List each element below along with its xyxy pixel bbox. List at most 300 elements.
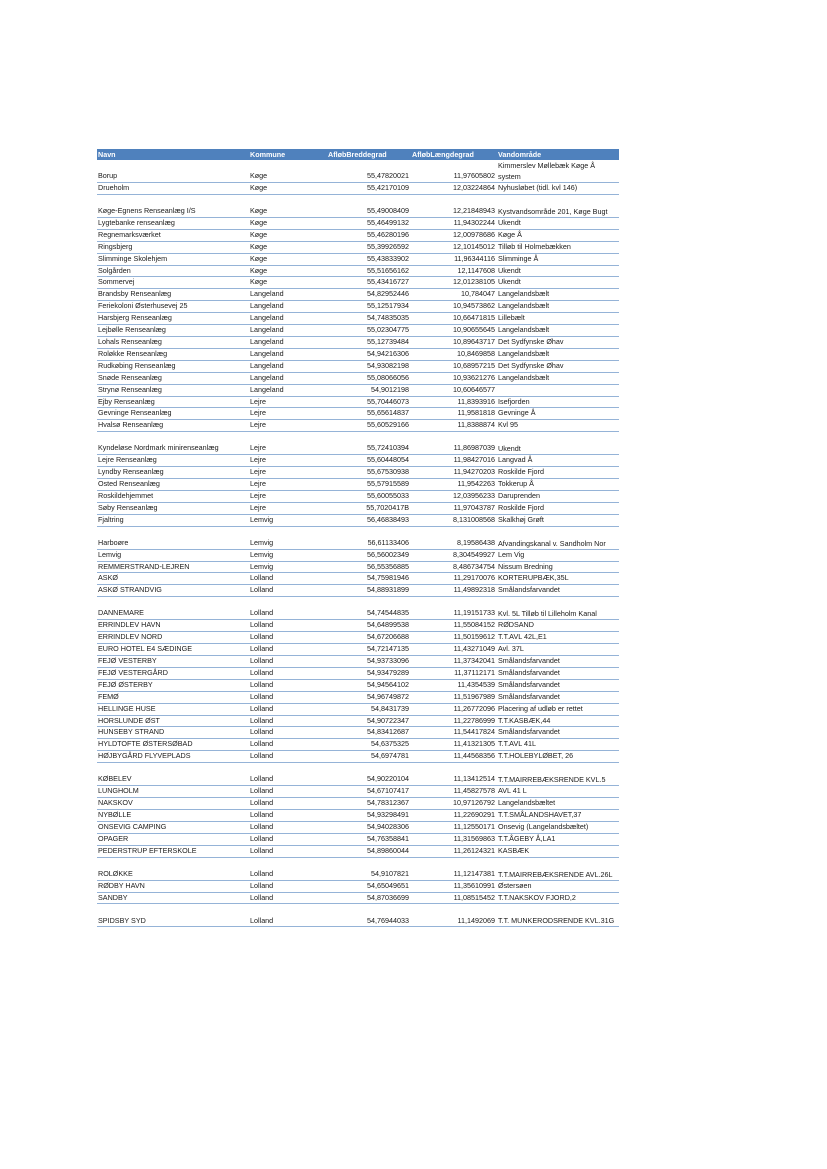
cell-laengdegrad: 11,45827578	[411, 786, 497, 798]
cell-vandomraade: Smålandsfarvandet	[497, 727, 619, 739]
header-afloeb-breddegrad: AfløbBreddegrad	[327, 149, 411, 160]
table-row	[97, 739, 619, 751]
table-row	[97, 253, 619, 265]
cell-navn: Snøde Renseanlæg	[97, 372, 249, 384]
cell-navn: Kyndeløse Nordmark minirenseanlæg	[97, 432, 249, 455]
cell-laengdegrad: 11,29170076	[411, 573, 497, 585]
cell-navn: DANNEMARE	[97, 597, 249, 620]
cell-vandomraade: Langelandsbælt	[497, 348, 619, 360]
cell-breddegrad: 55,65614837	[327, 408, 411, 420]
cell-kommune: Lolland	[249, 679, 327, 691]
table-header-row	[97, 149, 619, 160]
cell-kommune: Lolland	[249, 739, 327, 751]
cell-navn: NAKSKOV	[97, 798, 249, 810]
cell-navn: ERRINDLEV NORD	[97, 632, 249, 644]
cell-laengdegrad: 11,22690291	[411, 809, 497, 821]
cell-vandomraade: Tilløb til Holmebækken	[497, 241, 619, 253]
cell-navn: Fjaltring	[97, 514, 249, 526]
table-row	[97, 703, 619, 715]
cell-breddegrad: 55,72410394	[327, 432, 411, 455]
cell-laengdegrad: 10,94573862	[411, 301, 497, 313]
cell-breddegrad: 54,93479289	[327, 667, 411, 679]
cell-vandomraade	[497, 384, 619, 396]
table-row	[97, 396, 619, 408]
cell-vandomraade: Afvandingskanal v. Sandholm Nor	[497, 526, 619, 549]
cell-navn: Borup	[97, 160, 249, 183]
cell-laengdegrad: 11,35610991	[411, 880, 497, 892]
cell-navn: Sommervej	[97, 277, 249, 289]
table-row	[97, 561, 619, 573]
cell-kommune: Køge	[249, 183, 327, 195]
cell-navn: Lohals Renseanlæg	[97, 336, 249, 348]
cell-vandomraade: Onsevig (Langelandsbæltet)	[497, 821, 619, 833]
cell-navn: Roløkke Renseanlæg	[97, 348, 249, 360]
cell-navn: Feriekoloni Østerhusevej 25	[97, 301, 249, 313]
table-body	[97, 160, 619, 927]
cell-vandomraade: T.T.NAKSKOV FJORD,2	[497, 892, 619, 904]
cell-breddegrad: 55,49008409	[327, 194, 411, 217]
cell-laengdegrad: 11,12550171	[411, 821, 497, 833]
cell-kommune: Lolland	[249, 585, 327, 597]
cell-laengdegrad: 11,44568356	[411, 751, 497, 763]
cell-breddegrad: 54,67206688	[327, 632, 411, 644]
cell-kommune: Lolland	[249, 727, 327, 739]
cell-laengdegrad: 8,486734754	[411, 561, 497, 573]
cell-laengdegrad: 11,1492069	[411, 904, 497, 927]
table-row	[97, 715, 619, 727]
cell-navn: ROLØKKE	[97, 857, 249, 880]
cell-kommune: Lolland	[249, 833, 327, 845]
cell-vandomraade: Ukendt	[497, 432, 619, 455]
cell-navn: EURO HOTEL E4 SÆDINGE	[97, 644, 249, 656]
cell-vandomraade: Østersøen	[497, 880, 619, 892]
cell-breddegrad: 55,02304775	[327, 325, 411, 337]
cell-breddegrad: 54,67107417	[327, 786, 411, 798]
cell-kommune: Lolland	[249, 763, 327, 786]
cell-navn: Strynø Renseanlæg	[97, 384, 249, 396]
cell-navn: SANDBY	[97, 892, 249, 904]
cell-laengdegrad: 8,131008568	[411, 514, 497, 526]
cell-navn: FEMØ	[97, 691, 249, 703]
cell-vandomraade: AVL 41 L	[497, 786, 619, 798]
cell-laengdegrad: 11,97605802	[411, 160, 497, 183]
cell-vandomraade: Ukendt	[497, 265, 619, 277]
table-row	[97, 833, 619, 845]
cell-laengdegrad: 11,49892318	[411, 585, 497, 597]
cell-kommune: Lejre	[249, 479, 327, 491]
cell-navn: ASKØ STRANDVIG	[97, 585, 249, 597]
cell-breddegrad: 55,42170109	[327, 183, 411, 195]
cell-kommune: Lolland	[249, 809, 327, 821]
cell-kommune: Lolland	[249, 691, 327, 703]
cell-navn: Ringsbjerg	[97, 241, 249, 253]
table-row	[97, 751, 619, 763]
cell-navn: Osted Renseanlæg	[97, 479, 249, 491]
cell-kommune: Lolland	[249, 597, 327, 620]
cell-laengdegrad: 11,22786999	[411, 715, 497, 727]
cell-kommune: Lolland	[249, 632, 327, 644]
table-row	[97, 241, 619, 253]
cell-breddegrad: 55,39926592	[327, 241, 411, 253]
cell-breddegrad: 54,94028306	[327, 821, 411, 833]
table-row	[97, 632, 619, 644]
cell-navn: LUNGHOLM	[97, 786, 249, 798]
table-row	[97, 160, 619, 183]
cell-breddegrad: 54,94216306	[327, 348, 411, 360]
cell-laengdegrad: 10,66471815	[411, 313, 497, 325]
cell-vandomraade: Placering af udløb er rettet	[497, 703, 619, 715]
cell-breddegrad: 55,57915589	[327, 479, 411, 491]
cell-kommune: Langeland	[249, 384, 327, 396]
table-row	[97, 763, 619, 786]
table-row	[97, 336, 619, 348]
cell-laengdegrad: 11,55084152	[411, 620, 497, 632]
cell-vandomraade: T.T.AVL 42L,E1	[497, 632, 619, 644]
cell-breddegrad: 54,94564102	[327, 679, 411, 691]
cell-vandomraade: T.T.MAIRREBÆKSRENDE KVL.5	[497, 763, 619, 786]
cell-laengdegrad: 11,9581818	[411, 408, 497, 420]
cell-laengdegrad: 11,12147381	[411, 857, 497, 880]
cell-laengdegrad: 11,43271049	[411, 644, 497, 656]
cell-laengdegrad: 10,8469858	[411, 348, 497, 360]
data-table-sheet	[97, 149, 619, 927]
cell-laengdegrad: 11,08515452	[411, 892, 497, 904]
cell-laengdegrad: 11,8393916	[411, 396, 497, 408]
cell-kommune: Lolland	[249, 857, 327, 880]
cell-vandomraade: Langelandsbælt	[497, 301, 619, 313]
cell-vandomraade: Det Sydfynske Øhav	[497, 360, 619, 372]
cell-vandomraade: T.T.HOLEBYLØBET, 26	[497, 751, 619, 763]
cell-kommune: Køge	[249, 253, 327, 265]
cell-kommune: Lemvig	[249, 526, 327, 549]
table-row	[97, 289, 619, 301]
table-row	[97, 432, 619, 455]
table-row	[97, 229, 619, 241]
cell-laengdegrad: 11,50159612	[411, 632, 497, 644]
cell-vandomraade: Tokkerup Å	[497, 479, 619, 491]
cell-kommune: Lolland	[249, 656, 327, 668]
cell-kommune: Lejre	[249, 396, 327, 408]
cell-laengdegrad: 12,00978686	[411, 229, 497, 241]
table-row	[97, 479, 619, 491]
table-row	[97, 597, 619, 620]
cell-navn: Ejby Renseanlæg	[97, 396, 249, 408]
cell-navn: Køge-Egnens Renseanlæg I/S	[97, 194, 249, 217]
cell-kommune: Lejre	[249, 432, 327, 455]
cell-kommune: Lolland	[249, 715, 327, 727]
cell-kommune: Lolland	[249, 644, 327, 656]
cell-breddegrad: 55,12517934	[327, 301, 411, 313]
table-row	[97, 656, 619, 668]
cell-navn: HORSLUNDE ØST	[97, 715, 249, 727]
cell-laengdegrad: 11,37342041	[411, 656, 497, 668]
header-navn: Navn	[97, 149, 249, 160]
table-row	[97, 821, 619, 833]
header-afloeb-laengdegrad: AfløbLængdegrad	[411, 149, 497, 160]
cell-vandomraade: Langvad Å	[497, 455, 619, 467]
cell-vandomraade: Smålandsfarvandet	[497, 585, 619, 597]
cell-navn: ERRINDLEV HAVN	[97, 620, 249, 632]
cell-breddegrad: 56,56002349	[327, 549, 411, 561]
cell-vandomraade: T.T. MUNKERODSRENDE KVL.31G	[497, 904, 619, 927]
cell-vandomraade: Isefjorden	[497, 396, 619, 408]
cell-navn: NYBØLLE	[97, 809, 249, 821]
cell-laengdegrad: 12,03956233	[411, 490, 497, 502]
cell-navn: Lejbølle Renseanlæg	[97, 325, 249, 337]
cell-laengdegrad: 10,97126792	[411, 798, 497, 810]
cell-navn: Drueholm	[97, 183, 249, 195]
cell-kommune: Lolland	[249, 703, 327, 715]
table-row	[97, 514, 619, 526]
table-row	[97, 585, 619, 597]
cell-kommune: Lolland	[249, 892, 327, 904]
cell-laengdegrad: 8,304549927	[411, 549, 497, 561]
table-row	[97, 265, 619, 277]
cell-vandomraade: Smålandsfarvandet	[497, 691, 619, 703]
cell-kommune: Lejre	[249, 455, 327, 467]
cell-breddegrad: 55,46499132	[327, 217, 411, 229]
cell-kommune: Lolland	[249, 904, 327, 927]
cell-breddegrad: 54,64899538	[327, 620, 411, 632]
cell-vandomraade: Gevninge Å	[497, 408, 619, 420]
table-row	[97, 526, 619, 549]
cell-vandomraade: Køge Å	[497, 229, 619, 241]
cell-navn: SPIDSBY SYD	[97, 904, 249, 927]
cell-breddegrad: 54,93082198	[327, 360, 411, 372]
cell-breddegrad: 55,08066056	[327, 372, 411, 384]
cell-vandomraade: Lem Vig	[497, 549, 619, 561]
cell-navn: Søby Renseanlæg	[97, 502, 249, 514]
table-row	[97, 620, 619, 632]
table-row	[97, 183, 619, 195]
cell-vandomraade: T.T.SMÅLANDSHAVET,37	[497, 809, 619, 821]
cell-kommune: Køge	[249, 160, 327, 183]
cell-breddegrad: 54,76944033	[327, 904, 411, 927]
cell-vandomraade: Skalkhøj Grøft	[497, 514, 619, 526]
cell-laengdegrad: 11,96344116	[411, 253, 497, 265]
cell-navn: Roskildehjemmet	[97, 490, 249, 502]
cell-breddegrad: 54,65049651	[327, 880, 411, 892]
cell-laengdegrad: 11,4354539	[411, 679, 497, 691]
cell-kommune: Lejre	[249, 420, 327, 432]
cell-vandomraade: T.T.ÅGEBY Å,LA1	[497, 833, 619, 845]
cell-vandomraade: Kvl 95	[497, 420, 619, 432]
cell-kommune: Lolland	[249, 880, 327, 892]
cell-breddegrad: 54,78312367	[327, 798, 411, 810]
table-row	[97, 857, 619, 880]
cell-kommune: Lejre	[249, 467, 327, 479]
cell-vandomraade: T.T.KASBÆK,44	[497, 715, 619, 727]
cell-kommune: Langeland	[249, 348, 327, 360]
table-row	[97, 798, 619, 810]
cell-kommune: Køge	[249, 194, 327, 217]
table-row	[97, 217, 619, 229]
cell-breddegrad: 54,6375325	[327, 739, 411, 751]
cell-vandomraade: Lillebælt	[497, 313, 619, 325]
cell-navn: Harboøre	[97, 526, 249, 549]
cell-laengdegrad: 10,60646577	[411, 384, 497, 396]
cell-vandomraade: Smålandsfarvandet	[497, 656, 619, 668]
cell-kommune: Køge	[249, 265, 327, 277]
cell-vandomraade: Smålandsfarvandet	[497, 679, 619, 691]
cell-kommune: Lemvig	[249, 514, 327, 526]
cell-breddegrad: 55,43833902	[327, 253, 411, 265]
cell-kommune: Lolland	[249, 667, 327, 679]
cell-breddegrad: 54,74544835	[327, 597, 411, 620]
cell-vandomraade: Kvl. 5L Tilløb til Lilleholm Kanal	[497, 597, 619, 620]
cell-laengdegrad: 11,37112171	[411, 667, 497, 679]
table-row	[97, 301, 619, 313]
cell-kommune: Langeland	[249, 360, 327, 372]
table-row	[97, 786, 619, 798]
cell-laengdegrad: 12,21848943	[411, 194, 497, 217]
cell-vandomraade: Slimminge Å	[497, 253, 619, 265]
cell-breddegrad: 54,72147135	[327, 644, 411, 656]
cell-laengdegrad: 11,54417824	[411, 727, 497, 739]
table-row	[97, 667, 619, 679]
table-row	[97, 809, 619, 821]
cell-breddegrad: 55,60055033	[327, 490, 411, 502]
cell-breddegrad: 55,60448054	[327, 455, 411, 467]
cell-breddegrad: 54,87036699	[327, 892, 411, 904]
cell-laengdegrad: 10,93621276	[411, 372, 497, 384]
cell-navn: Lyndby Renseanlæg	[97, 467, 249, 479]
cell-laengdegrad: 11,19151733	[411, 597, 497, 620]
cell-navn: HUNSEBY STRAND	[97, 727, 249, 739]
table-row	[97, 892, 619, 904]
cell-navn: KØBELEV	[97, 763, 249, 786]
cell-vandomraade: KASBÆK	[497, 845, 619, 857]
cell-vandomraade: Ukendt	[497, 277, 619, 289]
table-row	[97, 502, 619, 514]
table-row	[97, 644, 619, 656]
cell-breddegrad: 54,88931899	[327, 585, 411, 597]
cell-kommune: Langeland	[249, 336, 327, 348]
cell-kommune: Køge	[249, 229, 327, 241]
cell-laengdegrad: 11,41321305	[411, 739, 497, 751]
table-row	[97, 194, 619, 217]
cell-navn: Brandsby Renseanlæg	[97, 289, 249, 301]
cell-laengdegrad: 11,26124321	[411, 845, 497, 857]
cell-breddegrad: 54,8431739	[327, 703, 411, 715]
cell-navn: RØDBY HAVN	[97, 880, 249, 892]
cell-breddegrad: 56,46838493	[327, 514, 411, 526]
cell-navn: Solgården	[97, 265, 249, 277]
cell-navn: REMMERSTRAND-LEJREN	[97, 561, 249, 573]
cell-breddegrad: 55,60529166	[327, 420, 411, 432]
table-row	[97, 455, 619, 467]
cell-navn: Lygtebanke renseanlæg	[97, 217, 249, 229]
cell-vandomraade: Langelandsbæltet	[497, 798, 619, 810]
cell-laengdegrad: 11,86987039	[411, 432, 497, 455]
cell-laengdegrad: 10,90655645	[411, 325, 497, 337]
cell-laengdegrad: 12,03224864	[411, 183, 497, 195]
cell-vandomraade: Langelandsbælt	[497, 372, 619, 384]
cell-breddegrad: 56,61133406	[327, 526, 411, 549]
cell-breddegrad: 54,90220104	[327, 763, 411, 786]
cell-kommune: Langeland	[249, 289, 327, 301]
cell-breddegrad: 54,76358841	[327, 833, 411, 845]
cell-breddegrad: 54,74835035	[327, 313, 411, 325]
cell-kommune: Lejre	[249, 408, 327, 420]
cell-kommune: Lolland	[249, 751, 327, 763]
header-kommune: Kommune	[249, 149, 327, 160]
cell-kommune: Køge	[249, 241, 327, 253]
cell-laengdegrad: 12,1147608	[411, 265, 497, 277]
cell-navn: Hvalsø Renseanlæg	[97, 420, 249, 432]
table-row	[97, 372, 619, 384]
cell-breddegrad: 55,7020417B	[327, 502, 411, 514]
table-row	[97, 313, 619, 325]
cell-navn: HELLINGE HUSE	[97, 703, 249, 715]
cell-breddegrad: 54,96749872	[327, 691, 411, 703]
table-row	[97, 325, 619, 337]
cell-laengdegrad: 11,94270203	[411, 467, 497, 479]
cell-breddegrad: 55,43416727	[327, 277, 411, 289]
cell-vandomraade: Roskilde Fjord	[497, 467, 619, 479]
cell-navn: Lemvig	[97, 549, 249, 561]
cell-navn: FEJØ VESTERBY	[97, 656, 249, 668]
cell-kommune: Langeland	[249, 372, 327, 384]
cell-vandomraade: Kystvandsområde 201, Køge Bugt	[497, 194, 619, 217]
cell-navn: HYLDTOFTE ØSTERSØBAD	[97, 739, 249, 751]
cell-vandomraade: Nissum Bredning	[497, 561, 619, 573]
cell-laengdegrad: 11,31569863	[411, 833, 497, 845]
cell-breddegrad: 55,70446073	[327, 396, 411, 408]
cell-kommune: Langeland	[249, 313, 327, 325]
cell-vandomraade: Ukendt	[497, 217, 619, 229]
cell-breddegrad: 55,12739484	[327, 336, 411, 348]
cell-kommune: Lemvig	[249, 549, 327, 561]
table-row	[97, 549, 619, 561]
cell-vandomraade: T.T.AVL 41L	[497, 739, 619, 751]
table-row	[97, 880, 619, 892]
table-row	[97, 490, 619, 502]
cell-vandomraade: Kimmerslev Møllebæk Køge Å system	[497, 160, 619, 183]
cell-navn: OPAGER	[97, 833, 249, 845]
cell-vandomraade: Det Sydfynske Øhav	[497, 336, 619, 348]
cell-kommune: Lolland	[249, 821, 327, 833]
cell-laengdegrad: 11,98427016	[411, 455, 497, 467]
cell-breddegrad: 54,90722347	[327, 715, 411, 727]
cell-navn: Rudkøbing Renseanlæg	[97, 360, 249, 372]
table-row	[97, 420, 619, 432]
cell-navn: FEJØ VESTERGÅRD	[97, 667, 249, 679]
cell-vandomraade: Roskilde Fjord	[497, 502, 619, 514]
cell-vandomraade: Smålandsfarvandet	[497, 667, 619, 679]
cell-vandomraade: Nyhusløbet (tidl. kvl 146)	[497, 183, 619, 195]
cell-vandomraade: T.T.MAIRREBÆKSRENDE AVL.26L	[497, 857, 619, 880]
table-row	[97, 845, 619, 857]
cell-kommune: Lemvig	[249, 561, 327, 573]
cell-navn: Gevninge Renseanlæg	[97, 408, 249, 420]
cell-laengdegrad: 11,51967989	[411, 691, 497, 703]
cell-laengdegrad: 10,68957215	[411, 360, 497, 372]
wastewater-outlets-table	[97, 149, 619, 927]
cell-navn: Harsbjerg Renseanlæg	[97, 313, 249, 325]
cell-kommune: Køge	[249, 217, 327, 229]
cell-breddegrad: 55,51656162	[327, 265, 411, 277]
cell-breddegrad: 54,82952446	[327, 289, 411, 301]
cell-laengdegrad: 11,26772096	[411, 703, 497, 715]
table-row	[97, 348, 619, 360]
cell-laengdegrad: 12,10145012	[411, 241, 497, 253]
cell-laengdegrad: 11,94302244	[411, 217, 497, 229]
cell-navn: ONSEVIG CAMPING	[97, 821, 249, 833]
cell-vandomraade: Langelandsbælt	[497, 289, 619, 301]
cell-laengdegrad: 11,9542263	[411, 479, 497, 491]
cell-vandomraade: Langelandsbælt	[497, 325, 619, 337]
